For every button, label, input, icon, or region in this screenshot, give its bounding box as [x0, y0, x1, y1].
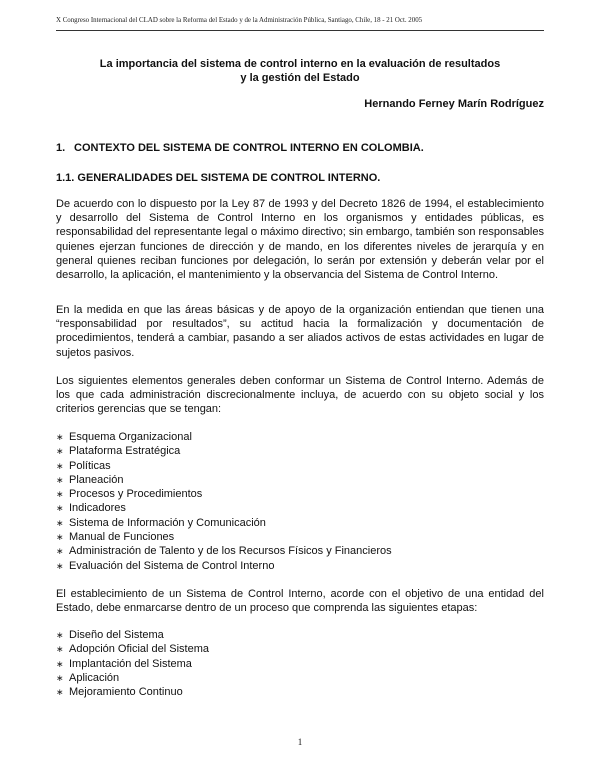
- list-item: ∗ Mejoramiento Continuo: [56, 686, 183, 699]
- asterisk-bullet-icon: ∗: [56, 687, 64, 698]
- list-item: ∗ Políticas: [56, 459, 111, 472]
- asterisk-bullet-icon: ∗: [56, 489, 64, 500]
- list-item: ∗ Aplicación: [56, 671, 120, 684]
- author-name: Hernando Ferney Marín Rodríguez: [364, 98, 544, 110]
- page-number: 1: [297, 737, 303, 747]
- list-item: ∗ Plataforma Estratégica: [56, 445, 181, 458]
- asterisk-bullet-icon: ∗: [56, 672, 64, 683]
- list-item: ∗ Esquema Organizacional: [56, 431, 192, 443]
- list-item: ∗ Administración de Talento y de los Recursos Físicos y Financieros: [56, 545, 392, 558]
- title-line-2: y la gestión del Estado: [240, 72, 360, 84]
- running-header: X Congreso Internacional del CLAD sobre la Reforma del Estado y de la Administración Pública, Santiago, Chile, 18 - 21 Oct. 2005: [56, 17, 423, 24]
- asterisk-bullet-icon: ∗: [56, 546, 64, 557]
- stages-list: [56, 628, 209, 699]
- list-item: ∗ Evaluación del Sistema de Control Interno: [56, 559, 275, 572]
- list-item: ∗ Diseño del Sistema: [56, 629, 164, 641]
- asterisk-bullet-icon: ∗: [56, 630, 64, 640]
- asterisk-bullet-icon: ∗: [56, 560, 64, 571]
- paragraph-1: De acuerdo con lo dispuesto por la Ley 87 de 1993 y del Decreto 1826 de 1994, el establecimiento y desarrollo del Sistema de Control Interno en los organismos y entidades públicas, es responsabilidad del representante legal o máximo directivo; sin embargo, también son responsables quienes ejerzan funciones de dirección y de mando, en los diferentes niveles de jerarquía y en general quienes reciban funciones por delegación, lo serán por extensión y deberán velar por el desarrollo, la aplicación, el mantenimiento y la observancia del Sistema de Control Interno.: [56, 198, 544, 282]
- asterisk-bullet-icon: ∗: [56, 503, 64, 514]
- list-item: ∗ Indicadores: [56, 502, 126, 515]
- paragraph-4: El establecimiento de un Sistema de Control Interno, acorde con el objetivo de una entidad del Estado, debe enmarcarse dentro de un proceso que comprenda las siguientes etapas:: [56, 588, 544, 615]
- list-item: ∗ Procesos y Procedimientos: [56, 488, 203, 501]
- list-item: ∗ Planeación: [56, 473, 124, 486]
- asterisk-bullet-icon: ∗: [56, 432, 64, 442]
- list-item: ∗ Manual de Funciones: [56, 531, 175, 544]
- asterisk-bullet-icon: ∗: [56, 532, 64, 543]
- section-heading: [56, 142, 424, 154]
- asterisk-bullet-icon: ∗: [56, 658, 64, 669]
- section-title: CONTEXTO DEL SISTEMA DE CONTROL INTERNO EN COLOMBIA.: [74, 142, 424, 154]
- list-item: ∗ Adopción Oficial del Sistema: [56, 643, 210, 656]
- header-divider: [56, 30, 544, 31]
- list-item: ∗ Sistema de Información y Comunicación: [56, 516, 266, 529]
- document-title: [56, 57, 544, 85]
- subsection-heading: 1.1. GENERALIDADES DEL SISTEMA DE CONTROL INTERNO.: [56, 172, 381, 184]
- elements-list: [56, 430, 392, 573]
- paragraph-2: En la medida en que las áreas básicas y de apoyo de la organización entiendan que tienen una “responsabilidad por resultados”, su actitud hacia la formalización y documentación de procedimientos, tenderá a cambiar, pasando a ser aliados activos de estas actividades en lugar de sujetos pasivos.: [56, 304, 544, 359]
- asterisk-bullet-icon: ∗: [56, 474, 64, 485]
- title-line-1: La importancia del sistema de control interno en la evaluación de resultados: [99, 58, 501, 70]
- list-item: ∗ Implantación del Sistema: [56, 657, 192, 670]
- asterisk-bullet-icon: ∗: [56, 460, 64, 471]
- paragraph-3: Los siguientes elementos generales deben conformar un Sistema de Control Interno. Además de los que cada administración discrecionalmente incluya, de acuerdo con su objeto social y los criterios gerencias que se tengan:: [56, 375, 544, 416]
- asterisk-bullet-icon: ∗: [56, 517, 64, 528]
- asterisk-bullet-icon: ∗: [56, 644, 64, 655]
- asterisk-bullet-icon: ∗: [56, 446, 64, 457]
- section-number: 1.: [56, 142, 66, 154]
